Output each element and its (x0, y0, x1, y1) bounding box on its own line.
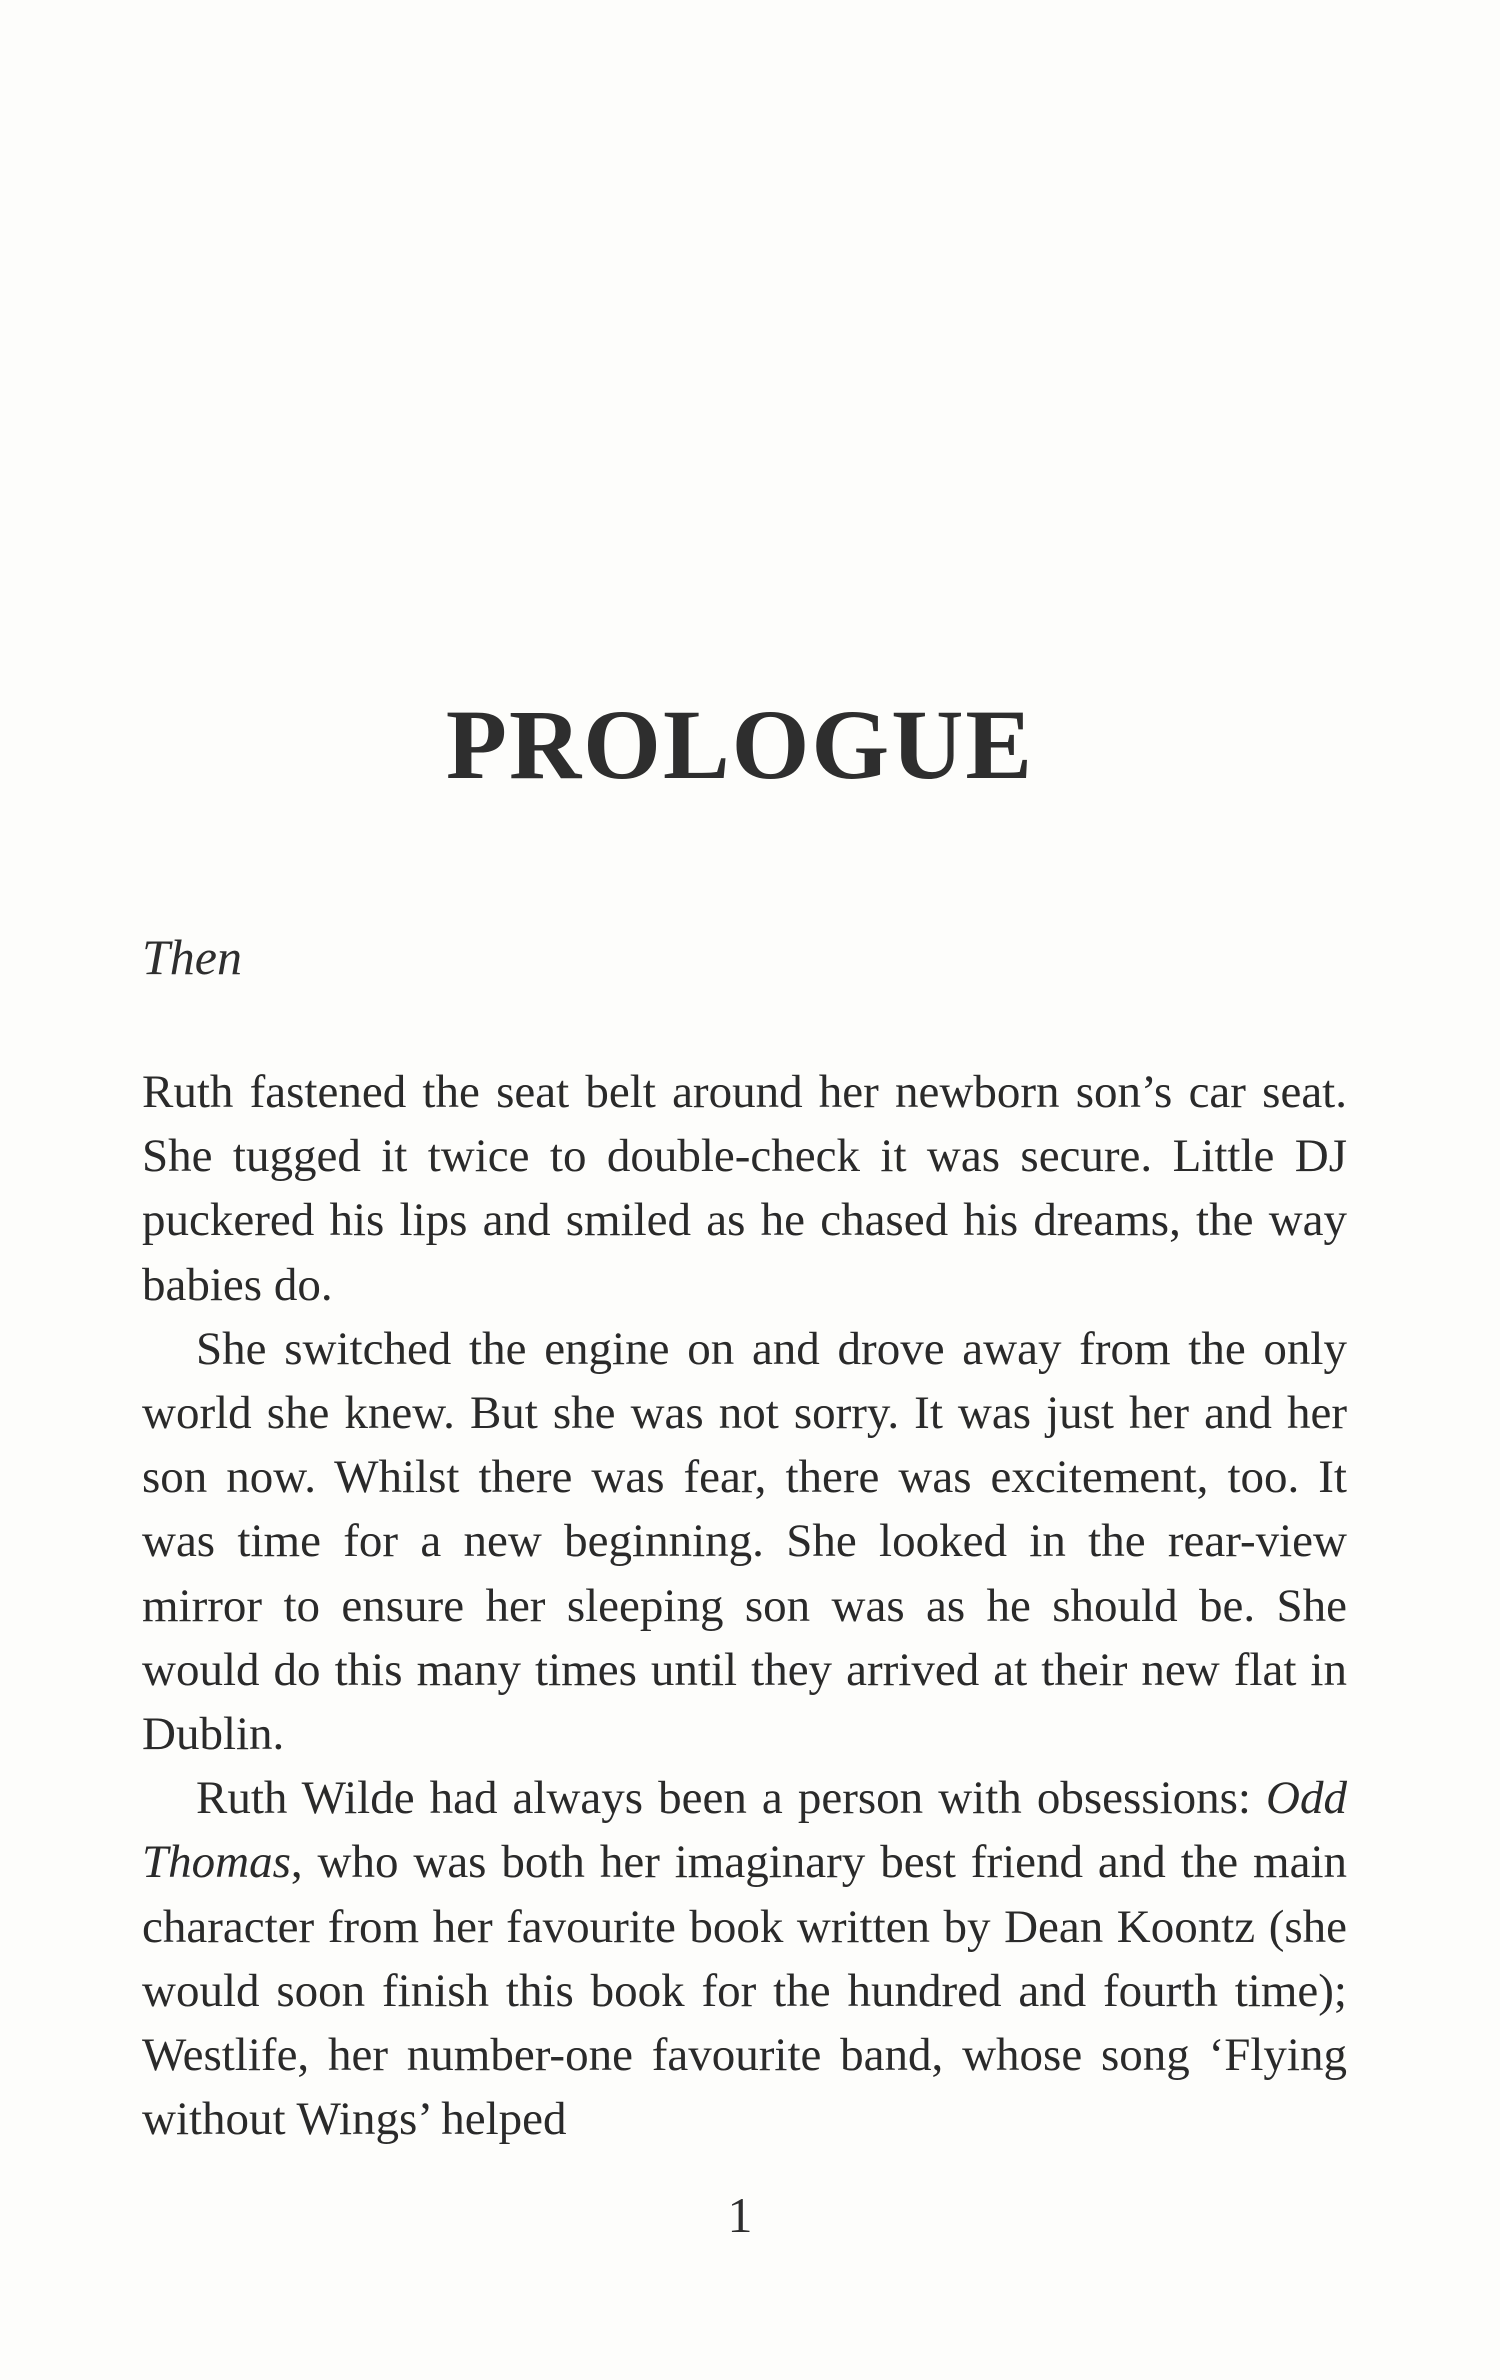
paragraph-text: Ruth Wilde had always been a person with obsessions: (196, 1772, 1267, 1825)
paragraph (142, 1317, 1347, 1766)
body-text (142, 1060, 1347, 2151)
book-title-italic: Odd Thomas (142, 1772, 1347, 1889)
page-number: 1 (727, 2187, 753, 2243)
paragraph (142, 1766, 1347, 2151)
chapter-title: PROLOGUE (445, 689, 1035, 800)
paragraph-text: , who was both her imaginary best friend and the main character from her favourite book written by Dean Koontz (she would soon finish this book for the hundred and fourth time); Westlife, her number-one favourite band, whose song ‘Flying without Wings’ helped (142, 1836, 1347, 2146)
paragraph-text: She switched the engine on and drove away from the only world she knew. But she was not sorry. It was just her and her son now. Whilst there was fear, there was excitement, too. It was time for a new beginning. She looked in the rear-view mirror to ensure her sleeping son was as he should be. She would do this many times until they arrived at their new flat in Dublin. (142, 1322, 1347, 1761)
paragraph (142, 1060, 1347, 1317)
paragraph-text: Ruth fastened the seat belt around her newborn son’s car seat. She tugged it twice to double-check it was secure. Little DJ puckered his lips and smiled as he chased his dreams, the way babies do. (142, 1066, 1347, 1311)
section-heading: Then (142, 929, 242, 985)
